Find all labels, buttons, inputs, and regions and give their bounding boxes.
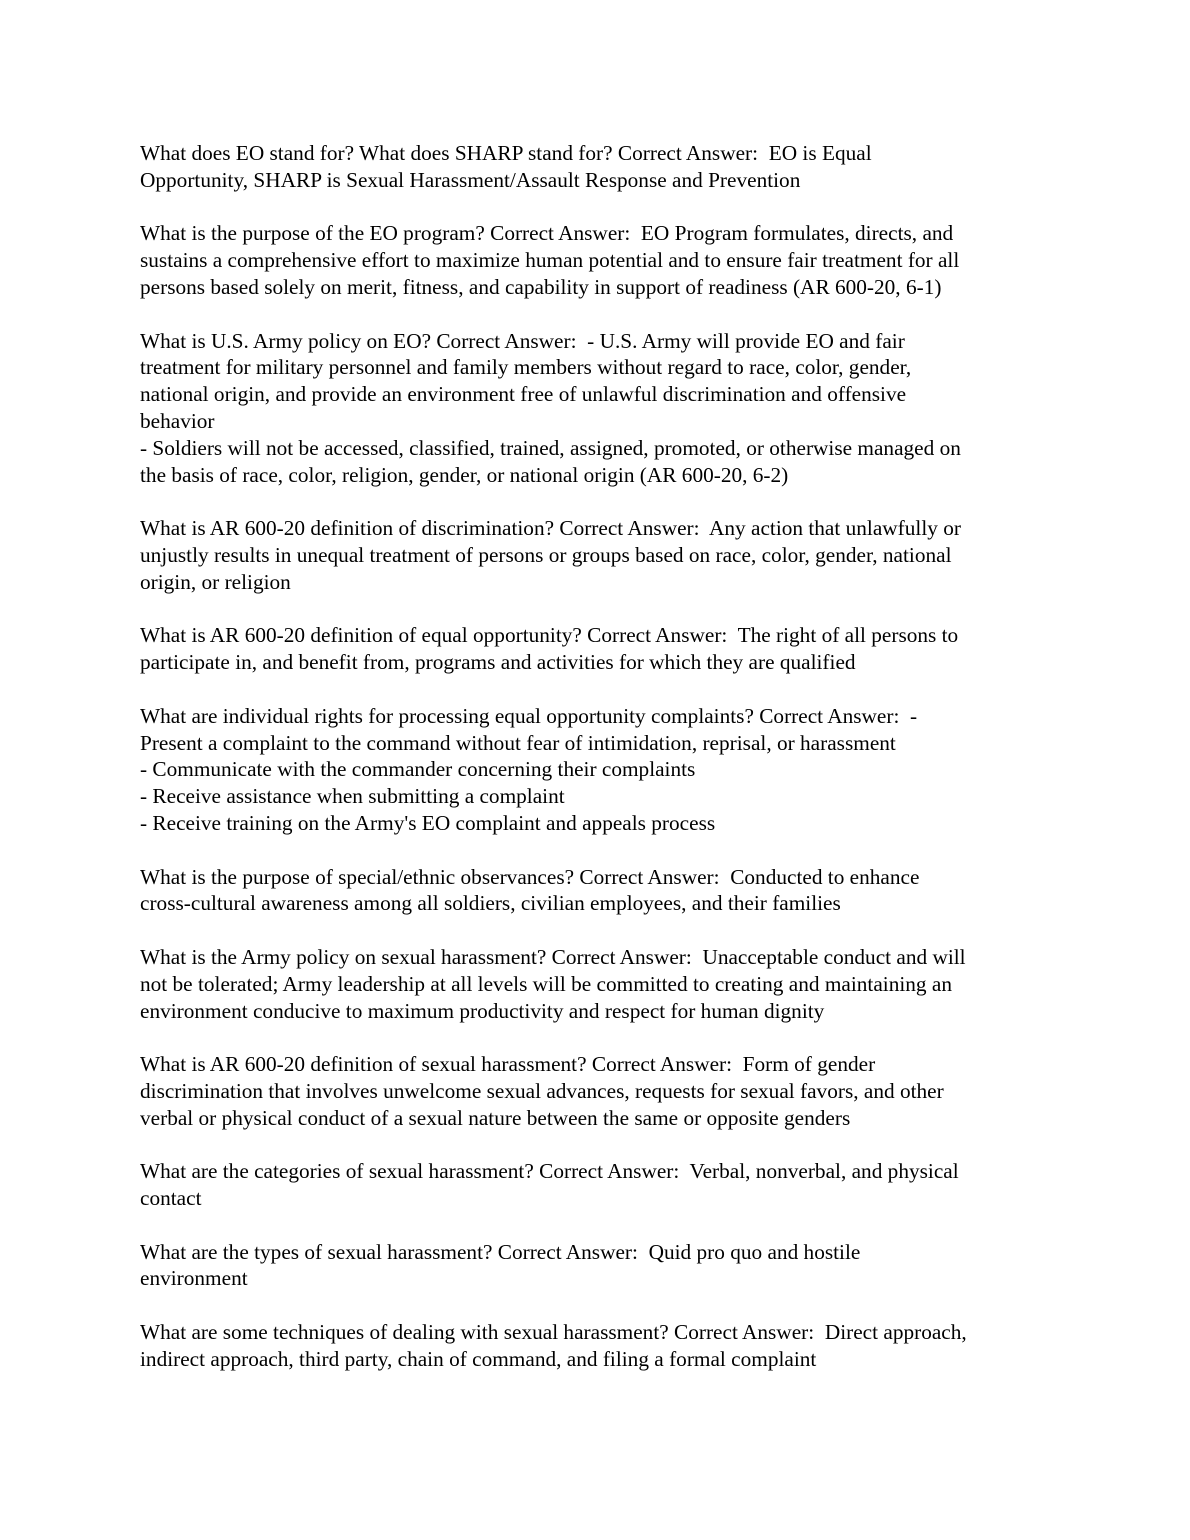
qa-paragraph — [140, 220, 1100, 300]
text-line: What is AR 600-20 definition of sexual harassment? Correct Answer: Form of gender — [140, 1052, 876, 1077]
text-line: national origin, and provide an environment free of unlawful discrimination and offensive — [140, 382, 907, 407]
text-line: What are some techniques of dealing with sexual harassment? Correct Answer: Direct approach, — [140, 1320, 967, 1345]
qa-paragraph — [140, 622, 1100, 676]
text-line: not be tolerated; Army leadership at all levels will be committed to creating and maintaining an — [140, 971, 952, 996]
qa-paragraph — [140, 328, 1100, 489]
text-line: origin, or religion — [140, 569, 291, 594]
text-line: environment — [140, 1266, 248, 1291]
qa-paragraph — [140, 1239, 1100, 1293]
text-line: persons based solely on merit, fitness, and capability in support of readiness (AR 600-20, 6-1) — [140, 274, 942, 299]
qa-paragraph — [140, 1158, 1100, 1212]
text-line: What is AR 600-20 definition of discrimination? Correct Answer: Any action that unlawfully or — [140, 516, 961, 541]
qa-paragraph — [140, 864, 1100, 918]
qa-paragraph — [140, 703, 1100, 837]
qa-paragraph — [140, 944, 1100, 1024]
text-line: What are individual rights for processing equal opportunity complaints? Correct Answer: - — [140, 703, 918, 728]
text-line: What are the types of sexual harassment? Correct Answer: Quid pro quo and hostile — [140, 1239, 861, 1264]
text-line: What is the purpose of the EO program? Correct Answer: EO Program formulates, directs, and — [140, 221, 954, 246]
text-line: - Soldiers will not be accessed, classified, trained, assigned, promoted, or otherwise managed on — [140, 435, 961, 460]
qa-paragraph — [140, 1051, 1100, 1131]
text-line: contact — [140, 1186, 202, 1211]
text-line: What is the Army policy on sexual harassment? Correct Answer: Unacceptable conduct and will — [140, 944, 966, 969]
text-line: cross-cultural awareness among all soldiers, civilian employees, and their families — [140, 891, 841, 916]
text-line: - Communicate with the commander concerning their complaints — [140, 757, 696, 782]
text-line: treatment for military personnel and family members without regard to race, color, gender, — [140, 355, 912, 380]
text-line: the basis of race, color, religion, gender, or national origin (AR 600-20, 6-2) — [140, 462, 789, 487]
text-line: What is the purpose of special/ethnic observances? Correct Answer: Conducted to enhance — [140, 864, 920, 889]
text-line: discrimination that involves unwelcome sexual advances, requests for sexual favors, and other — [140, 1078, 944, 1103]
text-line: Present a complaint to the command without fear of intimidation, reprisal, or harassment — [140, 730, 896, 755]
qa-paragraph — [140, 140, 1100, 194]
document-page — [140, 140, 1100, 1399]
text-line: environment conducive to maximum productivity and respect for human dignity — [140, 998, 825, 1023]
text-line: - Receive assistance when submitting a complaint — [140, 784, 565, 809]
text-line: sustains a comprehensive effort to maximize human potential and to ensure fair treatment for all — [140, 248, 960, 273]
text-line: What does EO stand for? What does SHARP stand for? Correct Answer: EO is Equal — [140, 141, 872, 165]
text-line: Opportunity, SHARP is Sexual Harassment/Assault Response and Prevention — [140, 167, 801, 192]
qa-paragraph — [140, 1319, 1100, 1373]
text-line: What are the categories of sexual harassment? Correct Answer: Verbal, nonverbal, and physical — [140, 1159, 959, 1184]
text-line: indirect approach, third party, chain of command, and filing a formal complaint — [140, 1346, 817, 1371]
qa-paragraph — [140, 515, 1100, 595]
text-line: - Receive training on the Army's EO complaint and appeals process — [140, 810, 716, 835]
text-line: What is U.S. Army policy on EO? Correct Answer: - U.S. Army will provide EO and fair — [140, 328, 905, 353]
text-line: What is AR 600-20 definition of equal opportunity? Correct Answer: The right of all persons to — [140, 623, 959, 648]
text-line: verbal or physical conduct of a sexual nature between the same or opposite genders — [140, 1105, 851, 1130]
text-line: unjustly results in unequal treatment of persons or groups based on race, color, gender, national — [140, 542, 952, 567]
text-line: participate in, and benefit from, programs and activities for which they are qualified — [140, 650, 856, 675]
text-line: behavior — [140, 408, 215, 433]
